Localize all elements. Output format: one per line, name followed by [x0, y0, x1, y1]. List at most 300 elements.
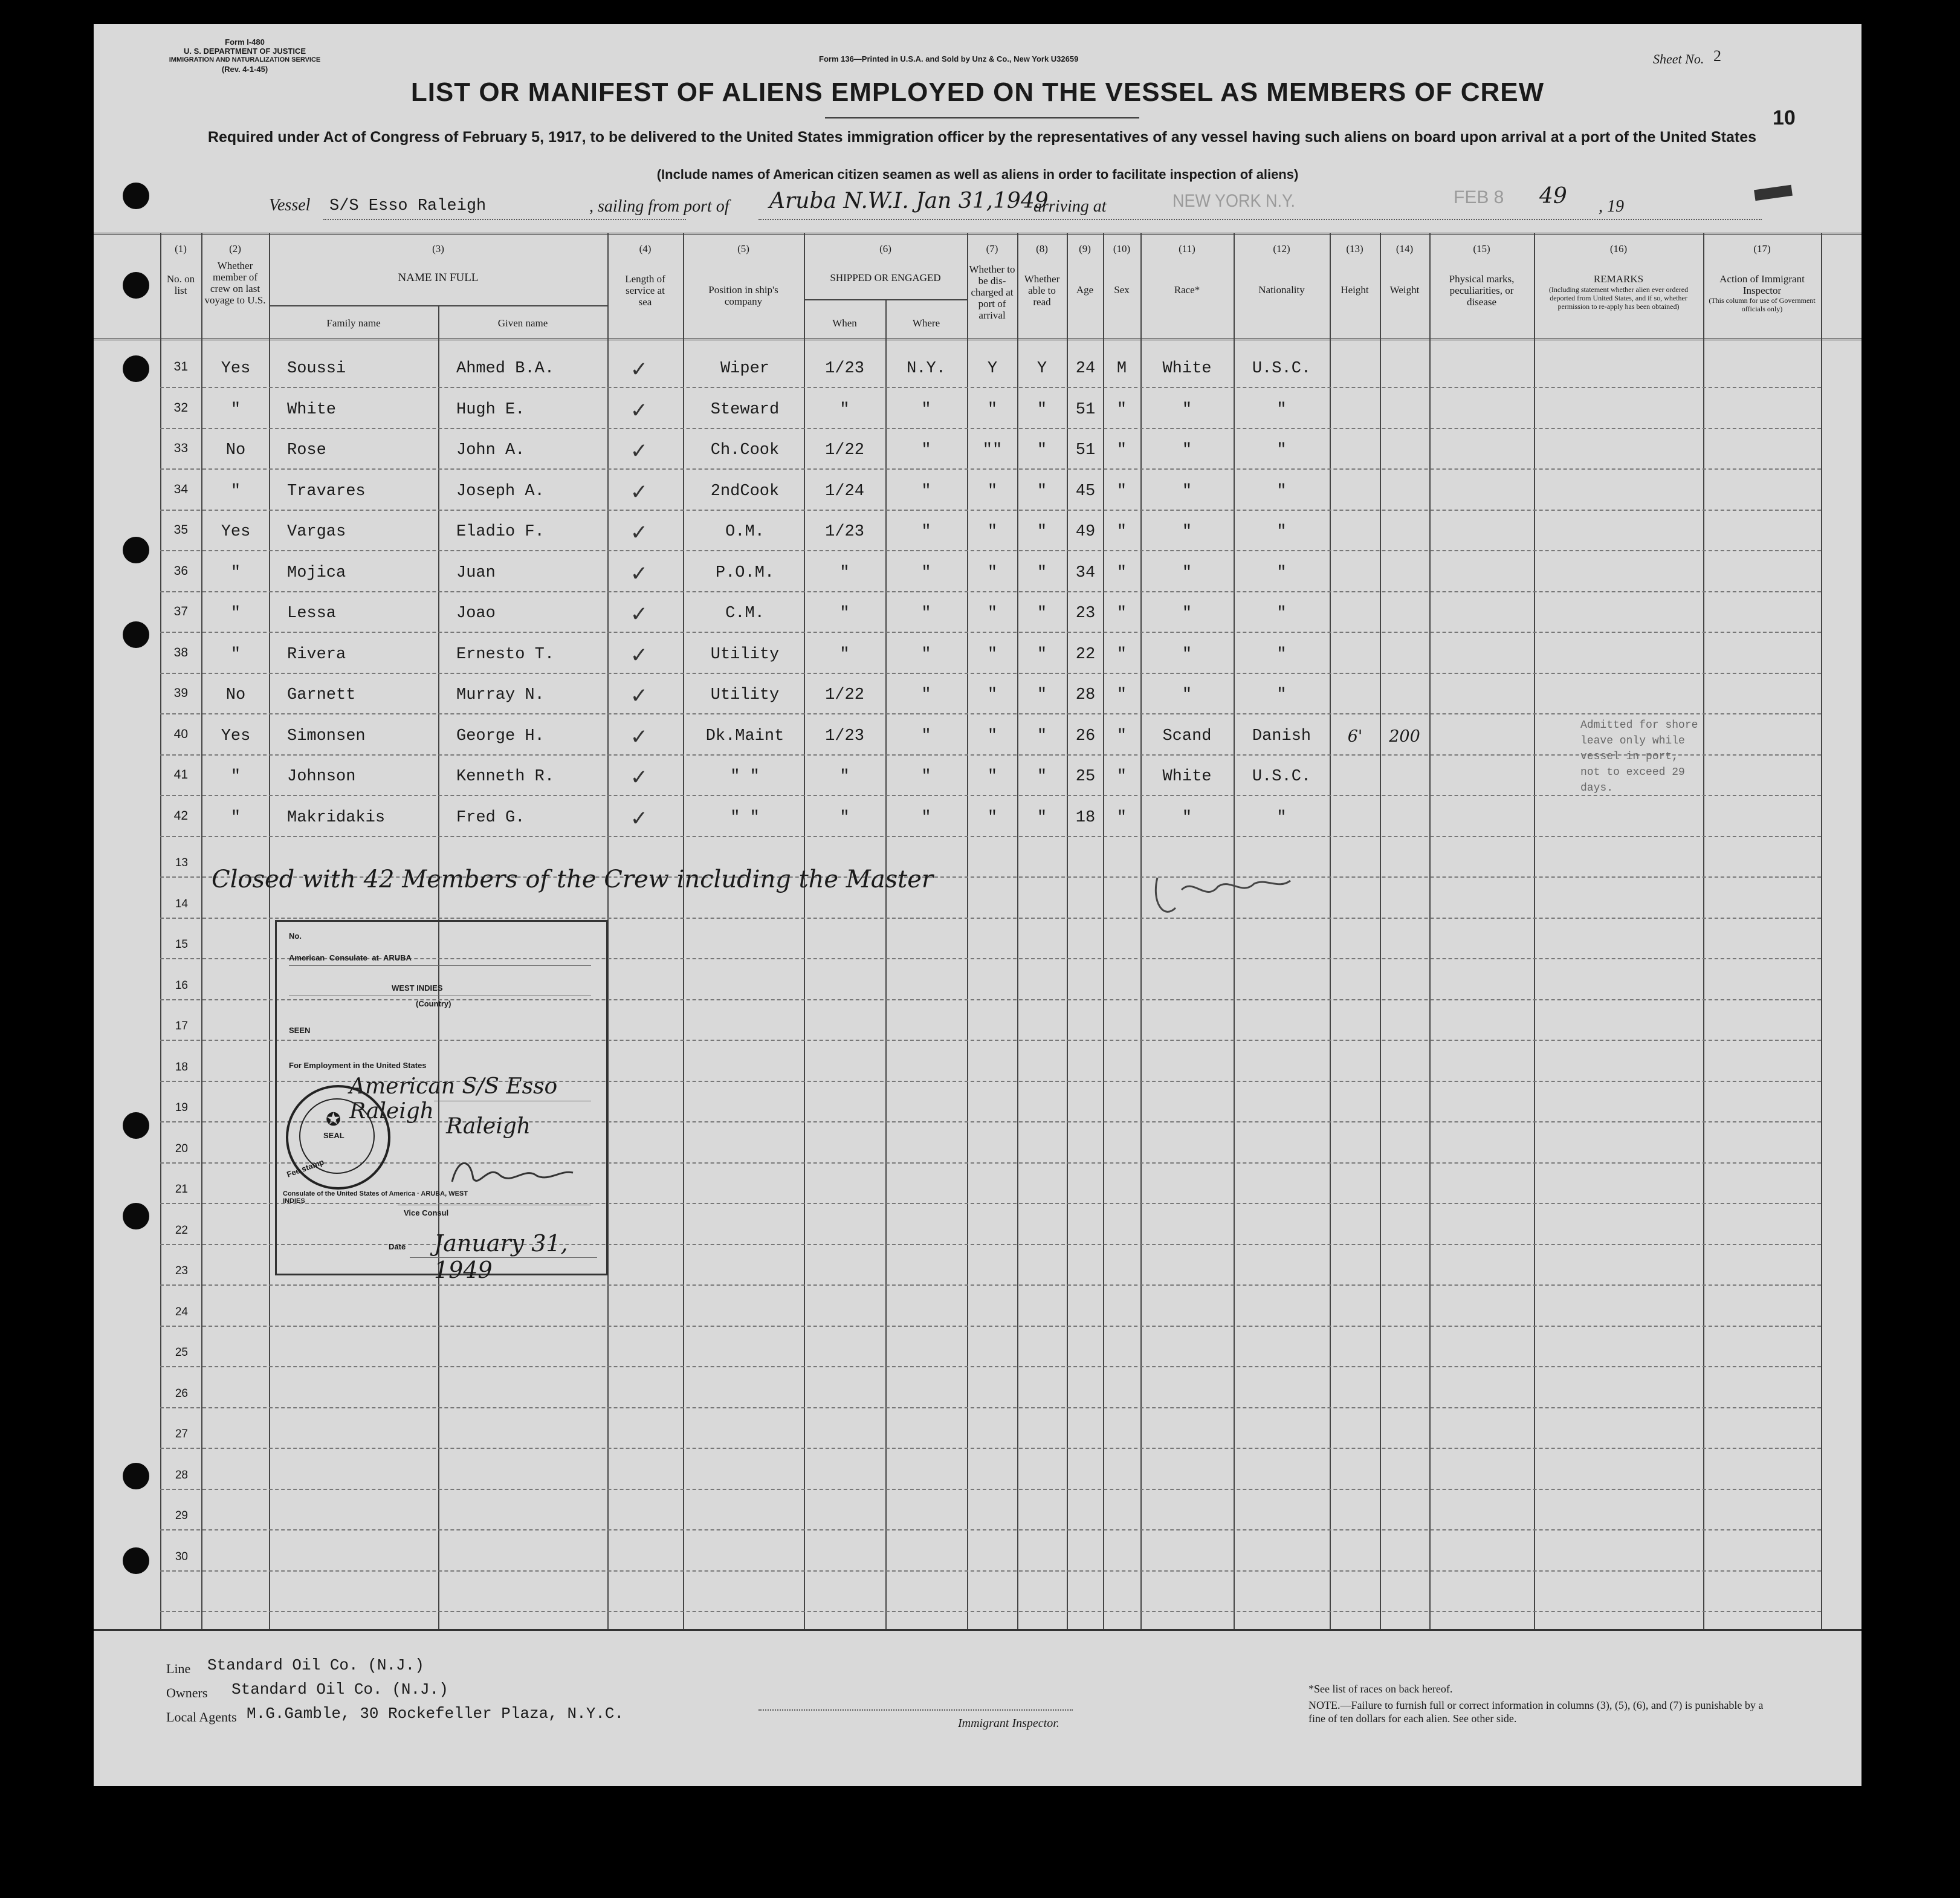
consul-signature-scrawl — [446, 1151, 579, 1194]
manifest-sheet — [94, 24, 1861, 1786]
col11-label: Race* — [1174, 284, 1200, 296]
row-rule — [160, 1407, 1821, 1408]
master-signature — [1139, 866, 1296, 931]
cell-position: C.M. — [725, 604, 765, 623]
col3-label: NAME IN FULL — [398, 271, 479, 284]
closing-note: Closed with 42 Members of the Crew including the Master — [212, 866, 933, 893]
stamp-signature: American S/S Esso Raleigh — [349, 1074, 558, 1124]
col9-label: Age — [1076, 284, 1094, 296]
title-rule — [825, 117, 1139, 118]
arrival-year: 49 — [1539, 184, 1567, 209]
cell-where: " — [921, 523, 931, 541]
cell-given: John A. — [456, 441, 525, 459]
cell-when: " — [839, 808, 850, 827]
cell-when: 1/23 — [825, 727, 864, 745]
col-divider — [1534, 233, 1535, 1629]
cell-disch: " — [987, 482, 998, 500]
cell-nat: U.S.C. — [1252, 360, 1312, 378]
cell-where: " — [921, 645, 931, 664]
row-rule — [160, 387, 1821, 388]
sheet-number: 2 — [1713, 47, 1721, 65]
stamp-region: WEST INDIES — [392, 983, 443, 993]
stamp-country: (Country) — [416, 999, 451, 1008]
cell-prior: No — [225, 686, 246, 704]
blank-row-number: 24 — [175, 1305, 188, 1318]
punch-hole — [123, 183, 149, 209]
service-name: IMMIGRATION AND NATURALIZATION SERVICE — [169, 56, 321, 63]
printer-line: Form 136—Printed in U.S.A. and Sold by Unz & Co., New York U32659 — [819, 54, 1079, 63]
stamp-raleigh: Raleigh — [446, 1114, 531, 1139]
row-number: 42 — [173, 808, 188, 823]
col7-label: Whether to be dis-charged at port of arrival — [969, 264, 1015, 321]
cell-race: " — [1182, 563, 1192, 582]
consular-stamp — [275, 920, 608, 1283]
cell-nat: " — [1276, 400, 1287, 419]
col17-sub: (This column for use of Government officials only) — [1709, 296, 1816, 313]
cell-nat: " — [1276, 686, 1287, 704]
cell-read: " — [1037, 768, 1047, 786]
cell-family: Mojica — [287, 563, 346, 582]
blank-row-number: 18 — [175, 1060, 188, 1074]
arriving-label: arriving at — [1033, 197, 1107, 216]
col10-label: Sex — [1114, 284, 1130, 296]
service-check-icon: ✓ — [632, 643, 647, 670]
remarks-stamp: Admitted for shore leave only while vessel in port, not to exceed 29 days. — [1580, 719, 1698, 794]
col12-label: Nationality — [1258, 284, 1305, 296]
row-rule — [160, 591, 1821, 592]
blank-row-number: 16 — [175, 979, 188, 992]
stamp-rule — [289, 965, 591, 966]
col-divider — [967, 233, 968, 1629]
cell-race: White — [1162, 360, 1212, 378]
cell-disch: Y — [987, 360, 998, 378]
cell-position: Ch.Cook — [710, 441, 780, 459]
cell-read: " — [1037, 441, 1047, 459]
col6-label: SHIPPED OR ENGAGED — [830, 272, 941, 283]
footer-line-label: Line — [166, 1661, 191, 1676]
cell-position: O.M. — [725, 523, 765, 541]
cell-when: 1/22 — [825, 441, 864, 459]
cell-sex: " — [1116, 523, 1127, 541]
cell-age: 51 — [1075, 400, 1096, 419]
cell-family: Simonsen — [287, 727, 366, 745]
cell-where: " — [921, 482, 931, 500]
blank-row-number: 29 — [175, 1509, 188, 1522]
cell-disch: " — [987, 604, 998, 623]
cell-read: " — [1037, 604, 1047, 623]
cell-nat: Danish — [1252, 727, 1312, 745]
cell-nat: U.S.C. — [1252, 768, 1312, 786]
cell-disch: " — [987, 523, 998, 541]
seal-center: SEAL — [323, 1131, 344, 1140]
cell-age: 25 — [1075, 768, 1096, 786]
blank-row-number: 28 — [175, 1468, 188, 1482]
col1-num: (1) — [175, 243, 187, 254]
cell-disch: " — [987, 727, 998, 745]
row-number: 31 — [173, 360, 188, 374]
cell-disch: "" — [982, 441, 1003, 459]
cell-height: 6' — [1347, 727, 1363, 746]
cell-given: Juan — [456, 563, 496, 582]
cell-position: Utility — [710, 686, 780, 704]
cell-where: N.Y. — [907, 360, 946, 378]
stamp-consulate: American Consulate at ARUBA — [289, 953, 412, 962]
cell-given: Fred G. — [456, 808, 525, 827]
cell-read: " — [1037, 686, 1047, 704]
cell-disch: " — [987, 686, 998, 704]
cell-sex: " — [1116, 808, 1127, 827]
service-check-icon: ✓ — [632, 602, 647, 629]
service-check-icon: ✓ — [632, 398, 647, 426]
cell-age: 51 — [1075, 441, 1096, 459]
cell-given: Ernesto T. — [456, 645, 555, 664]
cell-prior: " — [230, 604, 241, 623]
service-check-icon: ✓ — [632, 357, 647, 384]
col13-num: (13) — [1346, 243, 1363, 254]
cell-read: " — [1037, 645, 1047, 664]
cell-race: Scand — [1162, 727, 1212, 745]
service-check-icon: ✓ — [632, 724, 647, 752]
cell-sex: " — [1116, 645, 1127, 664]
cell-position: Wiper — [720, 360, 769, 378]
cell-family: Makridakis — [287, 808, 386, 827]
cell-disch: " — [987, 400, 998, 419]
cell-nat: " — [1276, 604, 1287, 623]
blank-row-number: 20 — [175, 1142, 188, 1155]
row-rule — [160, 1366, 1821, 1367]
row-rule — [160, 1326, 1821, 1327]
punch-hole — [123, 1463, 149, 1489]
row-rule — [160, 550, 1821, 551]
cell-position: 2ndCook — [710, 482, 780, 500]
row-rule — [160, 468, 1821, 470]
blank-row-number: 27 — [175, 1428, 188, 1440]
stamp-rule — [410, 1257, 597, 1258]
cell-when: 1/23 — [825, 360, 864, 378]
cell-family: Soussi — [287, 360, 346, 378]
footer-inspector: Immigrant Inspector. — [958, 1717, 1059, 1730]
cell-where: " — [921, 441, 931, 459]
cell-sex: " — [1116, 482, 1127, 500]
cell-when: 1/23 — [825, 523, 864, 541]
cell-read: " — [1037, 808, 1047, 827]
row-rule — [160, 632, 1821, 633]
stamp-no: No. — [289, 931, 302, 941]
name-subheader-rule — [269, 305, 607, 306]
cell-nat: " — [1276, 645, 1287, 664]
cell-prior: " — [230, 808, 241, 827]
cell-prior: " — [230, 400, 241, 419]
row-rule — [160, 713, 1821, 714]
cell-age: 34 — [1075, 563, 1096, 582]
cell-where: " — [921, 686, 931, 704]
cell-given: Joseph A. — [456, 482, 545, 500]
cell-when: 1/22 — [825, 686, 864, 704]
cell-where: " — [921, 604, 931, 623]
col16-sub: (Including statement whether alien ever ordered deported from United States, and if so, whether permission to re-apply has been obtained) — [1548, 285, 1689, 311]
eagle-icon: ✪ — [326, 1110, 341, 1130]
service-check-icon: ✓ — [632, 561, 647, 589]
cell-race: " — [1182, 400, 1192, 419]
cell-position: P.O.M. — [715, 563, 775, 582]
cell-when: " — [839, 768, 850, 786]
header-bottom-rule — [94, 338, 1861, 340]
cell-nat: " — [1276, 441, 1287, 459]
cell-sex: " — [1116, 400, 1127, 419]
footer-line: Standard Oil Co. (N.J.) — [207, 1656, 424, 1674]
row-rule — [160, 918, 1821, 919]
cell-age: 49 — [1075, 523, 1096, 541]
row-rule — [160, 754, 1821, 756]
footer-agents-label: Local Agents — [166, 1709, 237, 1725]
cell-where: " — [921, 768, 931, 786]
form-note: (Include names of American citizen seamen as well as aliens in order to facilitate inspection of aliens) — [656, 167, 1299, 182]
cell-given: Joao — [456, 604, 496, 623]
col6-where: Where — [912, 317, 940, 329]
cell-age: 45 — [1075, 482, 1096, 500]
cell-race: " — [1182, 686, 1192, 704]
cell-nat: " — [1276, 523, 1287, 541]
service-check-icon: ✓ — [632, 479, 647, 507]
col14-label: Weight — [1389, 284, 1420, 296]
sailing-underline — [758, 219, 1762, 220]
cell-prior: " — [230, 645, 241, 664]
cell-sex: " — [1116, 604, 1127, 623]
blank-row-number: 21 — [175, 1183, 188, 1196]
row-number: 35 — [173, 523, 188, 537]
row-number: 37 — [173, 604, 188, 618]
col17-label: Action of Immigrant Inspector — [1719, 273, 1805, 296]
shipped-subheader-rule — [804, 299, 967, 300]
cell-where: " — [921, 727, 931, 745]
service-check-icon: ✓ — [632, 806, 647, 834]
cell-age: 18 — [1075, 808, 1096, 827]
service-check-icon: ✓ — [632, 684, 647, 711]
form-number: Form I-480 — [225, 37, 265, 47]
footer-note-text: —Failure to furnish full or correct information in columns (3), (5), (6), and (7) is punishable by a fine of ten dollars for each alien. See other side. — [1308, 1699, 1764, 1725]
cell-sex: " — [1116, 441, 1127, 459]
col-divider — [201, 233, 202, 1629]
blank-row-number: 22 — [175, 1223, 188, 1237]
table-top-rule — [94, 233, 1861, 235]
row-number: 40 — [173, 727, 188, 741]
col2-label: Whether member of crew on last voyage to U.S. — [204, 260, 266, 306]
cell-family: Rose — [287, 441, 326, 459]
cell-given: Ahmed B.A. — [456, 360, 555, 378]
stamp-date: January 31, 1949 — [434, 1230, 568, 1283]
cell-sex: " — [1116, 563, 1127, 582]
row-rule — [160, 1570, 1821, 1572]
col-divider — [1703, 233, 1704, 1629]
col-divider — [1429, 233, 1431, 1629]
cell-nat: " — [1276, 482, 1287, 500]
vessel-name: S/S Esso Raleigh — [329, 197, 487, 215]
vice-consul-signature — [446, 1151, 579, 1200]
row-number: 39 — [173, 686, 188, 700]
cell-where: " — [921, 400, 931, 419]
col15-label: Physical marks, peculiarities, or disease — [1449, 273, 1515, 308]
cell-where: " — [921, 563, 931, 582]
form-title: LIST OR MANIFEST OF ALIENS EMPLOYED ON THE VESSEL AS MEMBERS OF CREW — [410, 77, 1545, 107]
col17-num: (17) — [1753, 243, 1771, 254]
cell-given: Hugh E. — [456, 400, 525, 419]
row-number: 41 — [173, 768, 188, 782]
cell-disch: " — [987, 808, 998, 827]
cell-position: " " — [730, 808, 760, 827]
cell-family: Rivera — [287, 645, 346, 664]
punch-hole — [123, 272, 149, 299]
punch-hole — [123, 355, 149, 382]
revision: (Rev. 4-1-45) — [221, 65, 268, 74]
row-rule — [160, 428, 1821, 429]
department: U. S. DEPARTMENT OF JUSTICE — [184, 47, 306, 56]
ink-scribble — [1754, 185, 1793, 201]
blank-row-number: 14 — [175, 897, 188, 910]
row-rule — [160, 1284, 1821, 1286]
cell-age: 26 — [1075, 727, 1096, 745]
col8-num: (8) — [1036, 243, 1048, 254]
footer-note — [1308, 1699, 1768, 1725]
blank-row-number: 17 — [175, 1020, 188, 1032]
row-number: 34 — [173, 482, 188, 496]
row-number: 38 — [173, 645, 188, 659]
sailing-label: , sailing from port of — [589, 197, 729, 216]
vessel-underline — [323, 219, 686, 220]
sailing-from: Aruba N.W.I. Jan 31,1949 — [769, 189, 1049, 213]
cell-where: " — [921, 808, 931, 827]
blank-row-number: 23 — [175, 1265, 188, 1277]
service-check-icon: ✓ — [632, 765, 647, 792]
col16-num: (16) — [1609, 243, 1628, 254]
col1-label: No. on list — [166, 273, 195, 296]
col-divider — [1380, 233, 1381, 1629]
cell-sex: " — [1116, 727, 1127, 745]
cell-prior: Yes — [221, 727, 251, 745]
master-signature-scrawl — [1139, 866, 1296, 926]
service-check-icon: ✓ — [632, 439, 647, 466]
col3-num: (3) — [432, 243, 444, 254]
punch-hole — [123, 1203, 149, 1229]
cell-position: " " — [730, 768, 760, 786]
cell-sex: " — [1116, 686, 1127, 704]
col4-num: (4) — [639, 243, 652, 254]
footer-owners: Standard Oil Co. (N.J.) — [231, 1680, 448, 1699]
row-number: 36 — [173, 563, 188, 578]
cell-disch: " — [987, 645, 998, 664]
cell-prior: Yes — [221, 360, 251, 378]
cell-read: " — [1037, 727, 1047, 745]
row-number: 33 — [173, 441, 188, 455]
cell-sex: M — [1116, 360, 1127, 378]
col12-num: (12) — [1273, 243, 1290, 254]
col8-label: Whether able to read — [1024, 273, 1060, 308]
cell-position: Steward — [710, 400, 780, 419]
seal-legend: Consulate of the United States of America · ARUBA, WEST INDIES — [283, 1190, 468, 1205]
year-label: , 19 — [1599, 197, 1624, 216]
blank-row-number: 26 — [175, 1387, 188, 1400]
blank-row-number: 19 — [175, 1101, 188, 1114]
punch-hole — [123, 1547, 149, 1574]
cell-position: Dk.Maint — [705, 727, 784, 745]
cell-family: Johnson — [287, 768, 356, 786]
footer-races-note: *See list of races on back hereof. — [1308, 1683, 1453, 1695]
arrival-date-stamp: FEB 8 — [1454, 187, 1504, 207]
cell-prior: " — [230, 768, 241, 786]
blank-row-number: 30 — [175, 1550, 188, 1563]
cell-sex: " — [1116, 768, 1127, 786]
cell-prior: Yes — [221, 523, 251, 541]
footer-agents: M.G.Gamble, 30 Rockefeller Plaza, N.Y.C. — [247, 1705, 624, 1723]
cell-when: " — [839, 400, 850, 419]
cell-when: " — [839, 604, 850, 623]
cell-given: Kenneth R. — [456, 768, 555, 786]
cell-race: " — [1182, 808, 1192, 827]
col4-label: Length of service at sea — [625, 273, 665, 308]
cell-family: Garnett — [287, 686, 356, 704]
cell-age: 24 — [1075, 360, 1096, 378]
sheet-label: Sheet No. — [1653, 51, 1704, 66]
page-mark: 10 — [1773, 106, 1796, 129]
row-rule — [160, 1529, 1821, 1530]
form-id-block — [160, 37, 329, 74]
punch-hole — [123, 1112, 149, 1139]
cell-when: " — [839, 645, 850, 664]
cell-race: " — [1182, 604, 1192, 623]
col16-label: REMARKS — [1593, 273, 1644, 285]
form-subtitle: Required under Act of Congress of February 5, 1917, to be delivered to the United States immigration officer by the representatives of any vessel having such aliens on board upon arrival at a port of the United States — [207, 129, 1757, 146]
col3-given: Given name — [497, 317, 548, 329]
cell-race: " — [1182, 441, 1192, 459]
cell-age: 22 — [1075, 645, 1096, 664]
cell-family: White — [287, 400, 337, 419]
punch-hole — [123, 537, 149, 563]
col-divider — [885, 299, 887, 1629]
row-rule — [160, 673, 1821, 674]
cell-race: White — [1162, 768, 1212, 786]
col7-num: (7) — [986, 243, 998, 254]
footer-note-label: NOTE. — [1308, 1699, 1341, 1711]
cell-family: Vargas — [287, 523, 346, 541]
stamp-date-label: Date — [389, 1242, 406, 1251]
col9-num: (9) — [1079, 243, 1091, 254]
vessel-label: Vessel — [269, 196, 311, 215]
cell-given: Eladio F. — [456, 523, 545, 541]
row-rule — [160, 1489, 1821, 1490]
row-rule — [160, 1448, 1821, 1449]
cell-age: 23 — [1075, 604, 1096, 623]
stamp-seen: SEEN — [289, 1026, 311, 1035]
row-rule — [160, 1611, 1821, 1612]
blank-row-number: 15 — [175, 938, 188, 951]
inspector-line — [758, 1709, 1073, 1711]
col-divider — [683, 233, 684, 1629]
cell-family: Lessa — [287, 604, 337, 623]
cell-disch: " — [987, 768, 998, 786]
col15-num: (15) — [1473, 243, 1490, 254]
col5-num: (5) — [737, 243, 749, 254]
stamp-vice-consul: Vice Consul — [404, 1208, 449, 1217]
col14-num: (14) — [1396, 243, 1414, 254]
cell-disch: " — [987, 563, 998, 582]
cell-read: " — [1037, 563, 1047, 582]
cell-prior: " — [230, 563, 241, 582]
row-rule — [160, 510, 1821, 511]
cell-when: 1/24 — [825, 482, 864, 500]
cell-weight: 200 — [1389, 727, 1420, 746]
arriving-port-stamp: NEW YORK N.Y. — [1172, 191, 1296, 211]
cell-prior: " — [230, 482, 241, 500]
cell-given: George H. — [456, 727, 545, 745]
